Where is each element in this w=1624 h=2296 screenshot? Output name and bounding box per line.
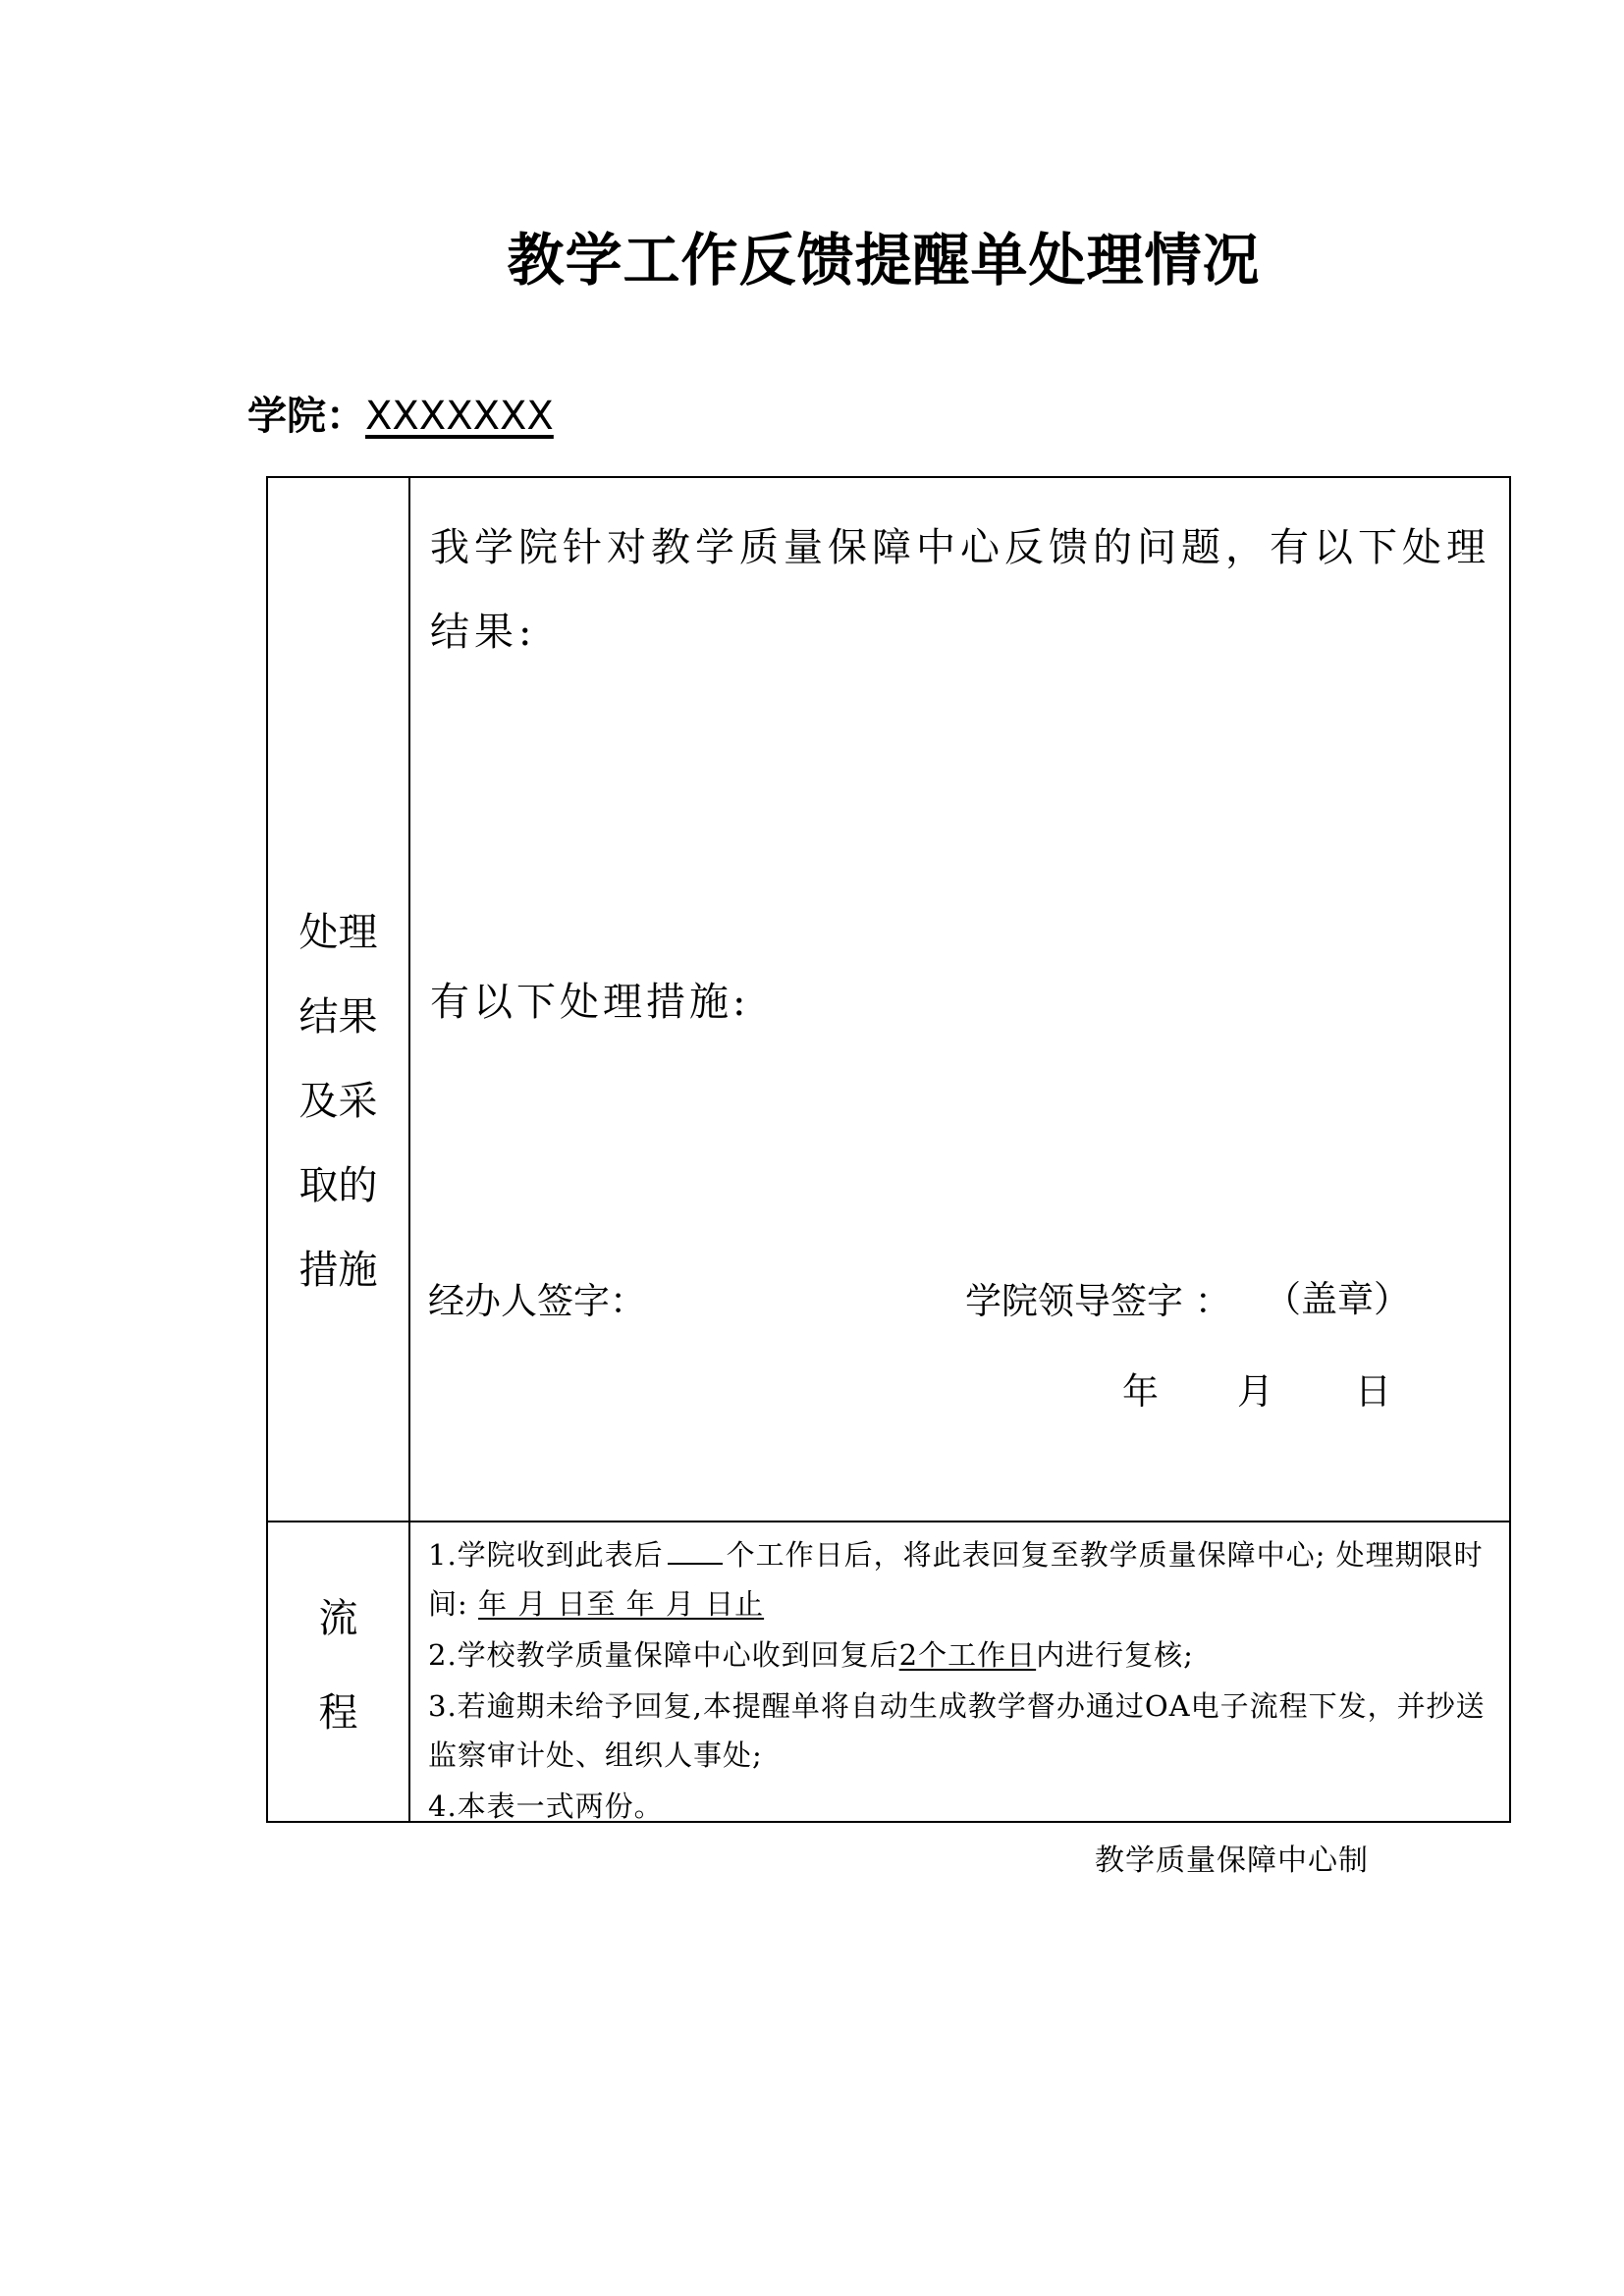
leader-signature-label: 学院领导签字 ：: [965, 1280, 1231, 1322]
step2-days: 2个工作日: [898, 1638, 1037, 1672]
seal-label: （盖章）: [1265, 1278, 1410, 1320]
process-step-1: [428, 1530, 1499, 1629]
date-year-label: 年: [1122, 1370, 1159, 1413]
step2-text-b: 内进行复核;: [1036, 1638, 1194, 1672]
label-line: 处理: [298, 910, 378, 955]
college-label: 学院：: [247, 394, 365, 439]
label-line: 结果: [298, 994, 378, 1040]
label-line: 措施: [298, 1248, 378, 1293]
working-days-blank: [668, 1537, 723, 1565]
process-step-2: [428, 1630, 1499, 1680]
result-intro-text: 我学院针对教学质量保障中心反馈的问题，有以下处理结果:: [430, 525, 1490, 655]
handler-signature-label: 经办人签字：: [428, 1280, 646, 1322]
measures-text: 有以下处理措施:: [430, 980, 750, 1025]
step1-text-b: 个工作日后，将此表回复至教学质量保障中心; 处理期限时间:: [428, 1538, 1484, 1621]
process-label: [268, 1572, 408, 1760]
process-steps: [428, 1530, 1499, 1833]
footer-issuer: 教学质量保障中心制: [1095, 1843, 1369, 1878]
handling-result-label: [268, 890, 408, 1312]
deadline-field: 年 月 日至 年 月 日止: [478, 1587, 765, 1621]
label-line: 程: [318, 1690, 358, 1735]
label-line: 及采: [298, 1079, 378, 1124]
date-day-label: 日: [1355, 1370, 1391, 1413]
process-content: [410, 1521, 1509, 1821]
process-step-4: 4.本表一式两份。: [428, 1789, 664, 1823]
college-field: [247, 385, 554, 441]
process-step-3: 3.若逾期未给予回复,本提醒单将自动生成教学督办通过OA电子流程下发，并抄送监察审计处、组织人事处;: [428, 1689, 1486, 1772]
college-value: XXXXXXX: [365, 394, 554, 439]
handling-result-content: [410, 478, 1509, 1521]
feedback-form-table: [266, 476, 1511, 1823]
label-line: 流: [318, 1596, 358, 1641]
step1-text-a: 1.学院收到此表后: [428, 1538, 664, 1572]
handling-result-row: [268, 478, 1509, 1522]
document-title: 教学工作反馈提醒单处理情况: [507, 227, 1261, 294]
date-month-label: 月: [1237, 1370, 1273, 1413]
label-line: 取的: [298, 1163, 378, 1208]
step2-text-a: 2.学校教学质量保障中心收到回复后: [428, 1638, 899, 1672]
process-row: [268, 1521, 1509, 1821]
